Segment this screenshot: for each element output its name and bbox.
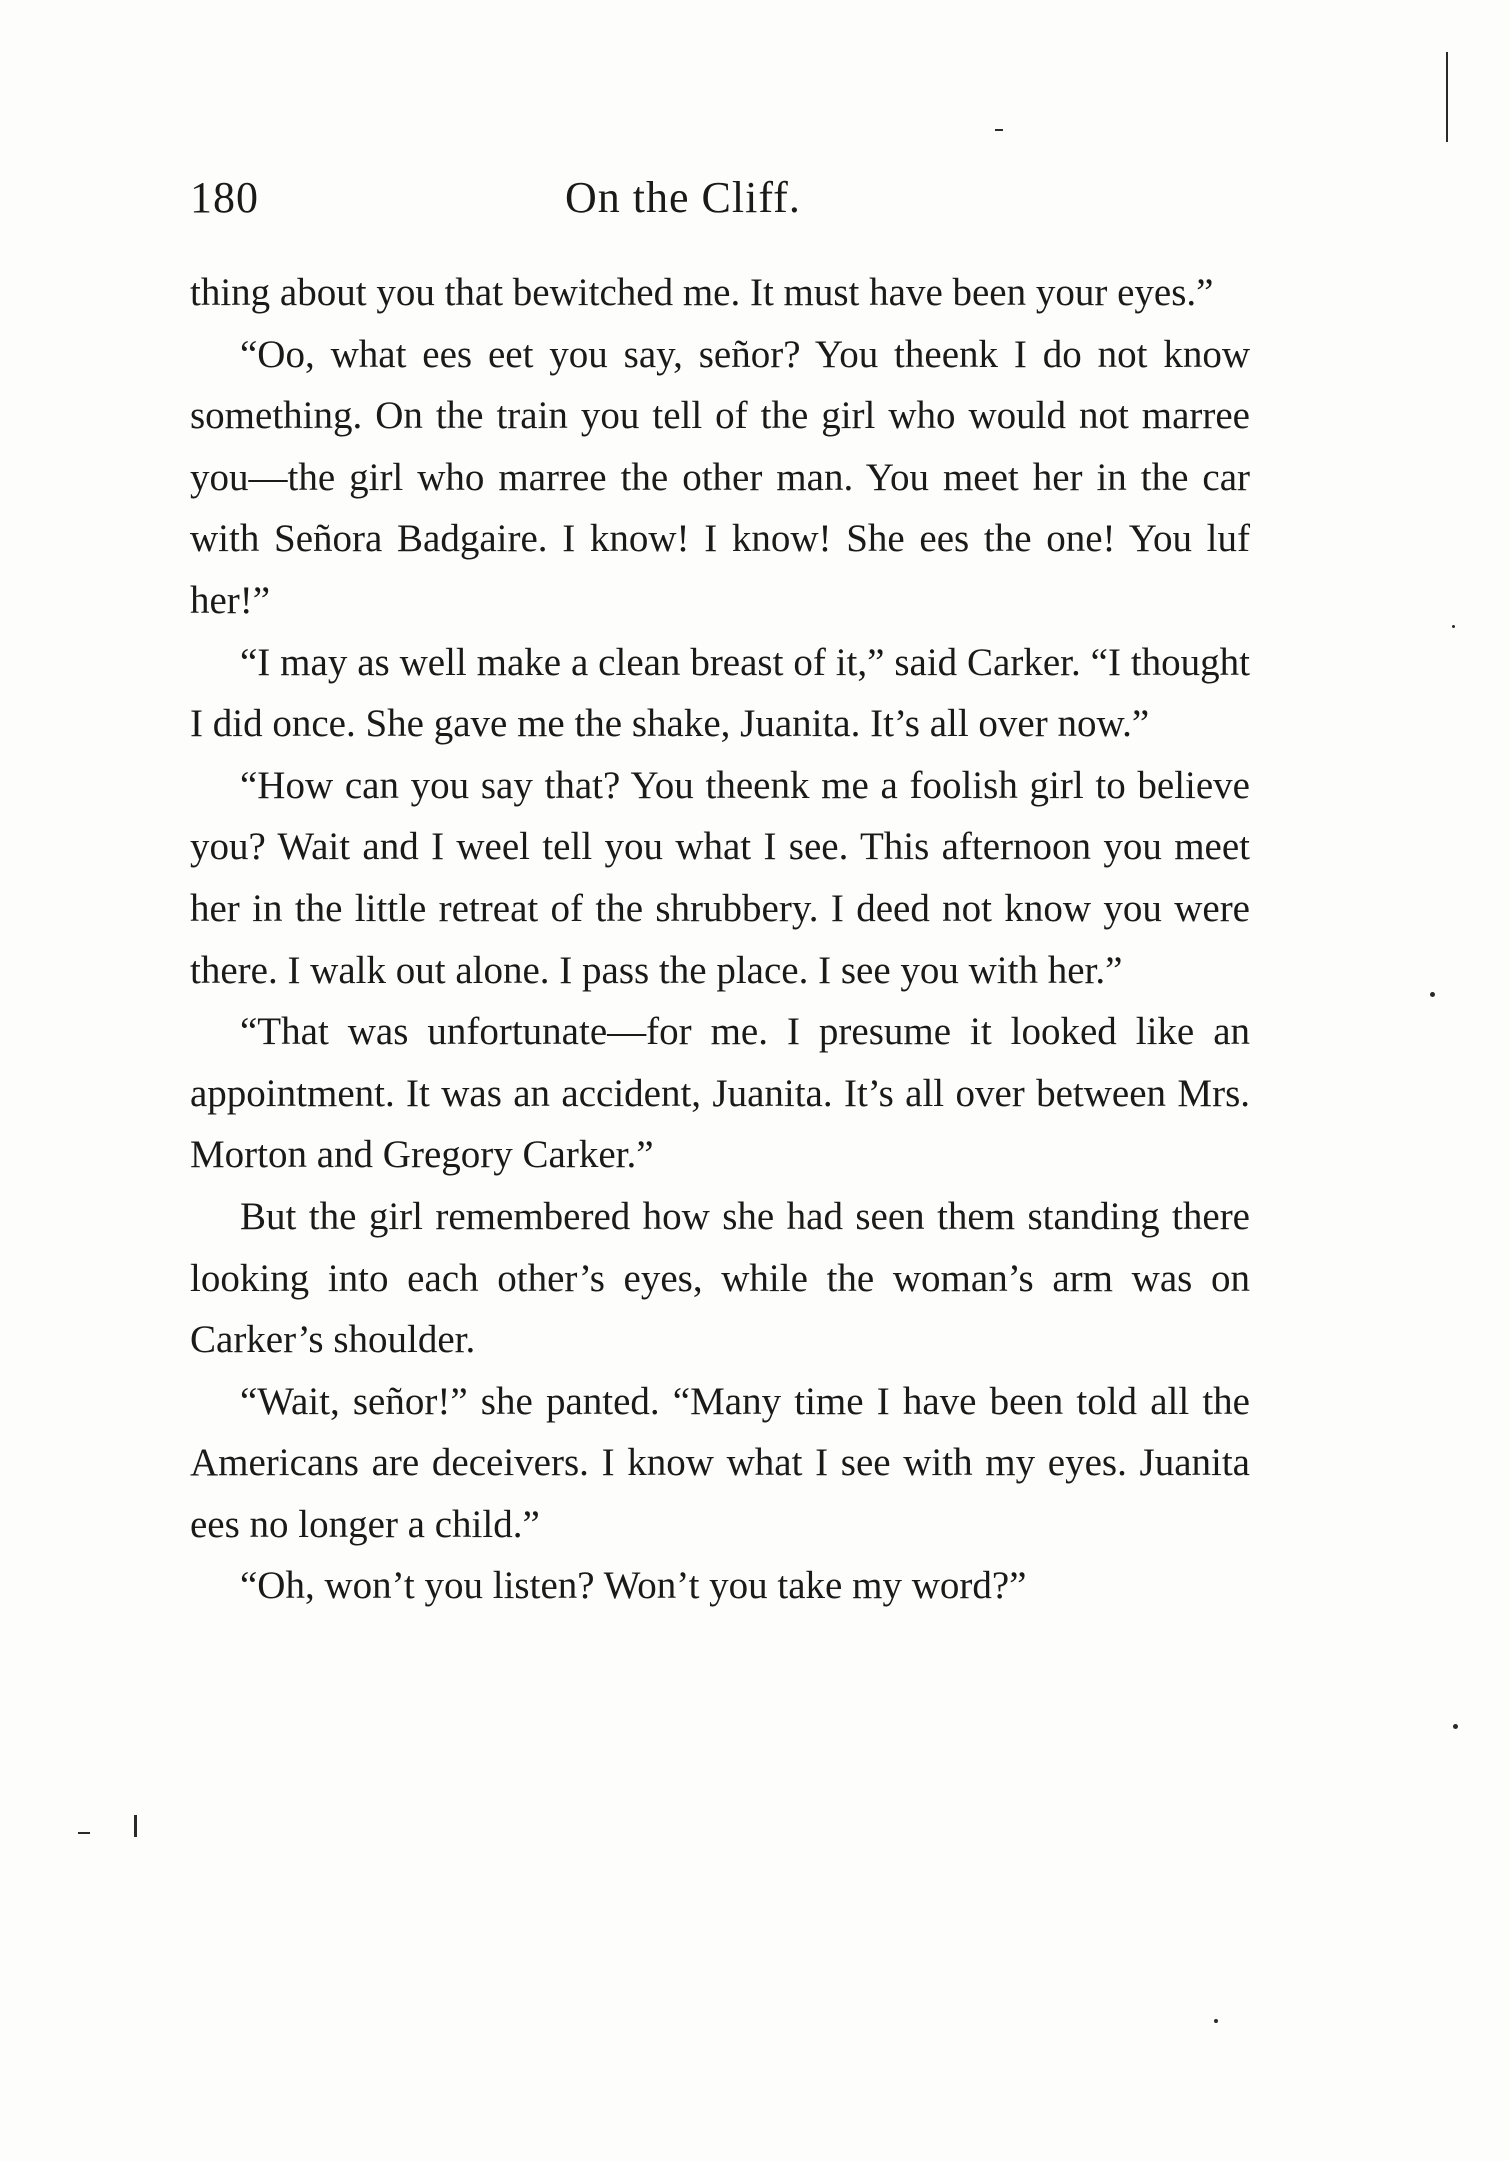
paragraph-7: “Wait, señor!” she panted. “Many time I have been told all the Americans are deceivers. I know what I see with my eyes. Juanita ees no longer a child.” — [190, 1379, 1250, 1546]
scan-mark-left-margin — [134, 1815, 137, 1837]
scan-mark-left-dash — [78, 1832, 90, 1834]
scan-speck-5 — [1452, 625, 1455, 628]
page-number: 180 — [190, 173, 259, 222]
running-head — [190, 172, 1250, 232]
scan-speck-3 — [1214, 2019, 1218, 2023]
scan-speck-1 — [1430, 992, 1435, 997]
paragraph-6: But the girl remembered how she had seen them standing there looking into each other’s eyes, while the woman’s arm was on Carker’s shoulder. — [190, 1194, 1250, 1362]
body-text — [190, 262, 1250, 1617]
scan-mark-top-right — [1446, 52, 1448, 142]
paragraph-5: “That was unfortunate—for me. I presume it looked like an appointment. It was an accident, Juanita. It’s all over between Mrs. Morton and Gregory Carker.” — [190, 1010, 1250, 1177]
paragraph-4: “How can you say that? You theenk me a foolish girl to believe you? Wait and I weel tell you what I see. This afternoon you meet her in the little retreat of the shrubbery. I deed not know you were there. I walk out alone. I pass the place. I see you with her.” — [190, 763, 1250, 992]
paragraph-1: thing about you that bewitched me. It must have been your eyes.” — [190, 271, 1214, 314]
scan-speck-2 — [1453, 1724, 1458, 1729]
scan-speck-4 — [995, 129, 1003, 131]
paragraph-3: “I may as well make a clean breast of it,” said Carker. “I thought I did once. She gave me the shake, Juanita. It’s all over now.” — [190, 640, 1250, 746]
running-title: On the Cliff. — [565, 173, 801, 222]
paragraph-8: “Oh, won’t you listen? Won’t you take my word?” — [240, 1564, 1027, 1608]
paragraph-2: “Oo, what ees eet you say, señor? You theenk I do not know something. On the train you tell of the girl who would not marree you—the girl who marree the other man. You meet her in the car with Señora Badgaire. I know! I know! She ees the one! You luf her!” — [190, 332, 1250, 622]
